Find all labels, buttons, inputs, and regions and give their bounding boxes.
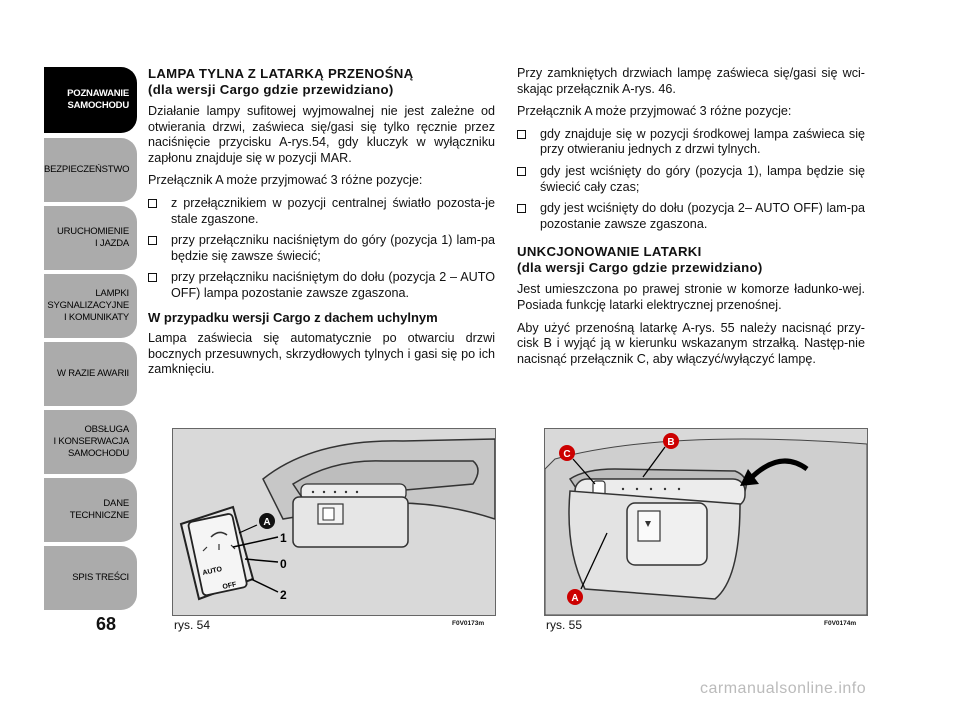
- position-1-label: 1: [280, 531, 287, 545]
- heading-line: UNKCJONOWANIE LATARKI: [517, 244, 702, 260]
- paragraph: Przełącznik A może przyjmować 3 różne pozycje:: [517, 104, 792, 119]
- tab-dane-techniczne[interactable]: [44, 478, 137, 542]
- figure-54: [172, 428, 496, 616]
- interior-lamp-illustration: [173, 429, 495, 615]
- tab-label: URUCHOMIENIE I JAZDA: [56, 226, 129, 249]
- figure-55: [544, 428, 868, 616]
- callout-b: B: [667, 437, 675, 448]
- heading-line: LAMPA TYLNA Z LATARKĄ PRZENOŚNĄ: [148, 66, 414, 81]
- list-item-text: przy przełączniku naciśniętym do dołu (pozycja 2 – AUTO OFF) lampa pozostanie zawsze zgaszona.: [171, 270, 495, 300]
- section-heading: [148, 66, 495, 98]
- list-item-text: z przełącznikiem w pozycji centralnej światło pozosta-je stale zgaszone.: [171, 195, 495, 226]
- tab-obsluga-i-konserwacja[interactable]: [44, 410, 137, 474]
- checkbox-bullet-icon: [148, 273, 157, 282]
- footer-watermark: carmanualsonline.info: [700, 680, 867, 697]
- bullet-list: [148, 196, 495, 302]
- bullet-list: [517, 127, 865, 233]
- right-column: [517, 66, 865, 374]
- paragraph: Przełącznik A może przyjmować 3 różne pozycje:: [148, 173, 423, 188]
- left-column: [148, 66, 495, 385]
- portable-torch-illustration: [545, 429, 867, 615]
- position-2-label: 2: [280, 588, 287, 602]
- checkbox-bullet-icon: [148, 236, 157, 245]
- checkbox-bullet-icon: [517, 167, 526, 176]
- tab-uruchomienie-i-jazda[interactable]: [44, 206, 137, 270]
- heading-line: (dla wersji Cargo gdzie przewidziano): [148, 82, 394, 97]
- list-item: [148, 196, 495, 227]
- list-item-text: przy przełączniku naciśniętym do góry (pozycja 1) lam-pa będzie się zawsze świecić;: [171, 233, 495, 263]
- section-heading: [517, 244, 865, 276]
- callout-a: A: [263, 517, 271, 528]
- checkbox-bullet-icon: [517, 130, 526, 139]
- paragraph: Działanie lampy sufitowej wyjmowalnej nie jest zależne od otwierania drzwi, zaświeca się/gasi się tylko ręcznie przez naciśnięcie przycisku A-rys.54, gdy kluczyk w wyłączniku zapłonu znajduje się w pozycji MAR.: [148, 104, 495, 165]
- tab-spis-tresci[interactable]: [44, 546, 137, 610]
- figure-54-code: F0V0173m: [452, 620, 485, 627]
- paragraph: Aby użyć przenośną latarkę A-rys. 55 należy nacisnąć przy-cisk B i wyjąć ją w kierunku wskazanym strzałką. Następ-nie nacisnąć przełącznik C, aby włączyć/wyłączyć lampę.: [517, 320, 865, 366]
- paragraph: Jest umieszczona po prawej stronie w komorze ładunko-wej. Posiada funkcję latarki elektrycznej przenośnej.: [517, 282, 865, 312]
- subheading: W przypadku wersji Cargo z dachem uchylnym: [148, 309, 438, 325]
- figure-55-caption: rys. 55: [546, 618, 583, 632]
- off-label: OFF: [221, 581, 238, 591]
- tab-label: SPIS TREŚCI: [72, 572, 129, 583]
- tab-label: OBSŁUGA I KONSERWACJA SAMOCHODU: [53, 424, 129, 459]
- checkbox-bullet-icon: [148, 199, 157, 208]
- list-item: [517, 127, 865, 158]
- tab-label: LAMPKI SYGNALIZACYJNE I KOMUNIKATY: [47, 288, 129, 323]
- paragraph: Przy zamkniętych drzwiach lampę zaświeca się/gasi się wci-skając przełącznik A-rys. 46.: [517, 66, 865, 96]
- checkbox-bullet-icon: [517, 204, 526, 213]
- position-0-label: 0: [280, 557, 287, 571]
- list-item-text: gdy znajduje się w pozycji środkowej lampa zaświeca się przy otwieraniu jednych z drzwi tylnych.: [540, 126, 865, 157]
- tab-bezpieczenstwo[interactable]: [44, 138, 137, 202]
- list-item: [148, 270, 495, 301]
- figure-55-code: F0V0174m: [824, 620, 857, 627]
- list-item-text: gdy jest wciśnięty do góry (pozycja 1), lampa będzie się świecić cały czas;: [540, 163, 865, 194]
- auto-label: AUTO: [201, 566, 223, 577]
- tab-label: DANE TECHNICZNE: [69, 498, 129, 521]
- tab-label: W RAZIE AWARII: [57, 368, 129, 379]
- page-number: 68: [96, 614, 117, 634]
- list-item: [148, 233, 495, 264]
- tab-label: BEZPIECZEŃSTWO: [44, 164, 130, 175]
- tab-lampki-sygnalizacyjne[interactable]: [44, 274, 137, 338]
- tab-label: POZNAWANIE SAMOCHODU: [67, 88, 129, 111]
- callout-a: A: [571, 593, 579, 604]
- tab-w-razie-awarii[interactable]: [44, 342, 137, 406]
- list-item: [517, 201, 865, 232]
- tab-poznawanie-samochodu[interactable]: [44, 67, 137, 133]
- heading-line: (dla wersji Cargo gdzie przewidziano): [517, 260, 763, 276]
- list-item-text: gdy jest wciśnięty do dołu (pozycja 2– AUTO OFF) lam-pa pozostanie zawsze zgaszona.: [540, 201, 865, 231]
- list-item: [517, 164, 865, 195]
- paragraph: Lampa zaświecia się automatycznie po otwarciu drzwi bocznych przesuwnych, skrzydłowych tylnych i gasi się po ich zamknięciu.: [148, 331, 495, 377]
- callout-c: C: [563, 449, 571, 460]
- figure-54-caption: rys. 54: [174, 618, 211, 632]
